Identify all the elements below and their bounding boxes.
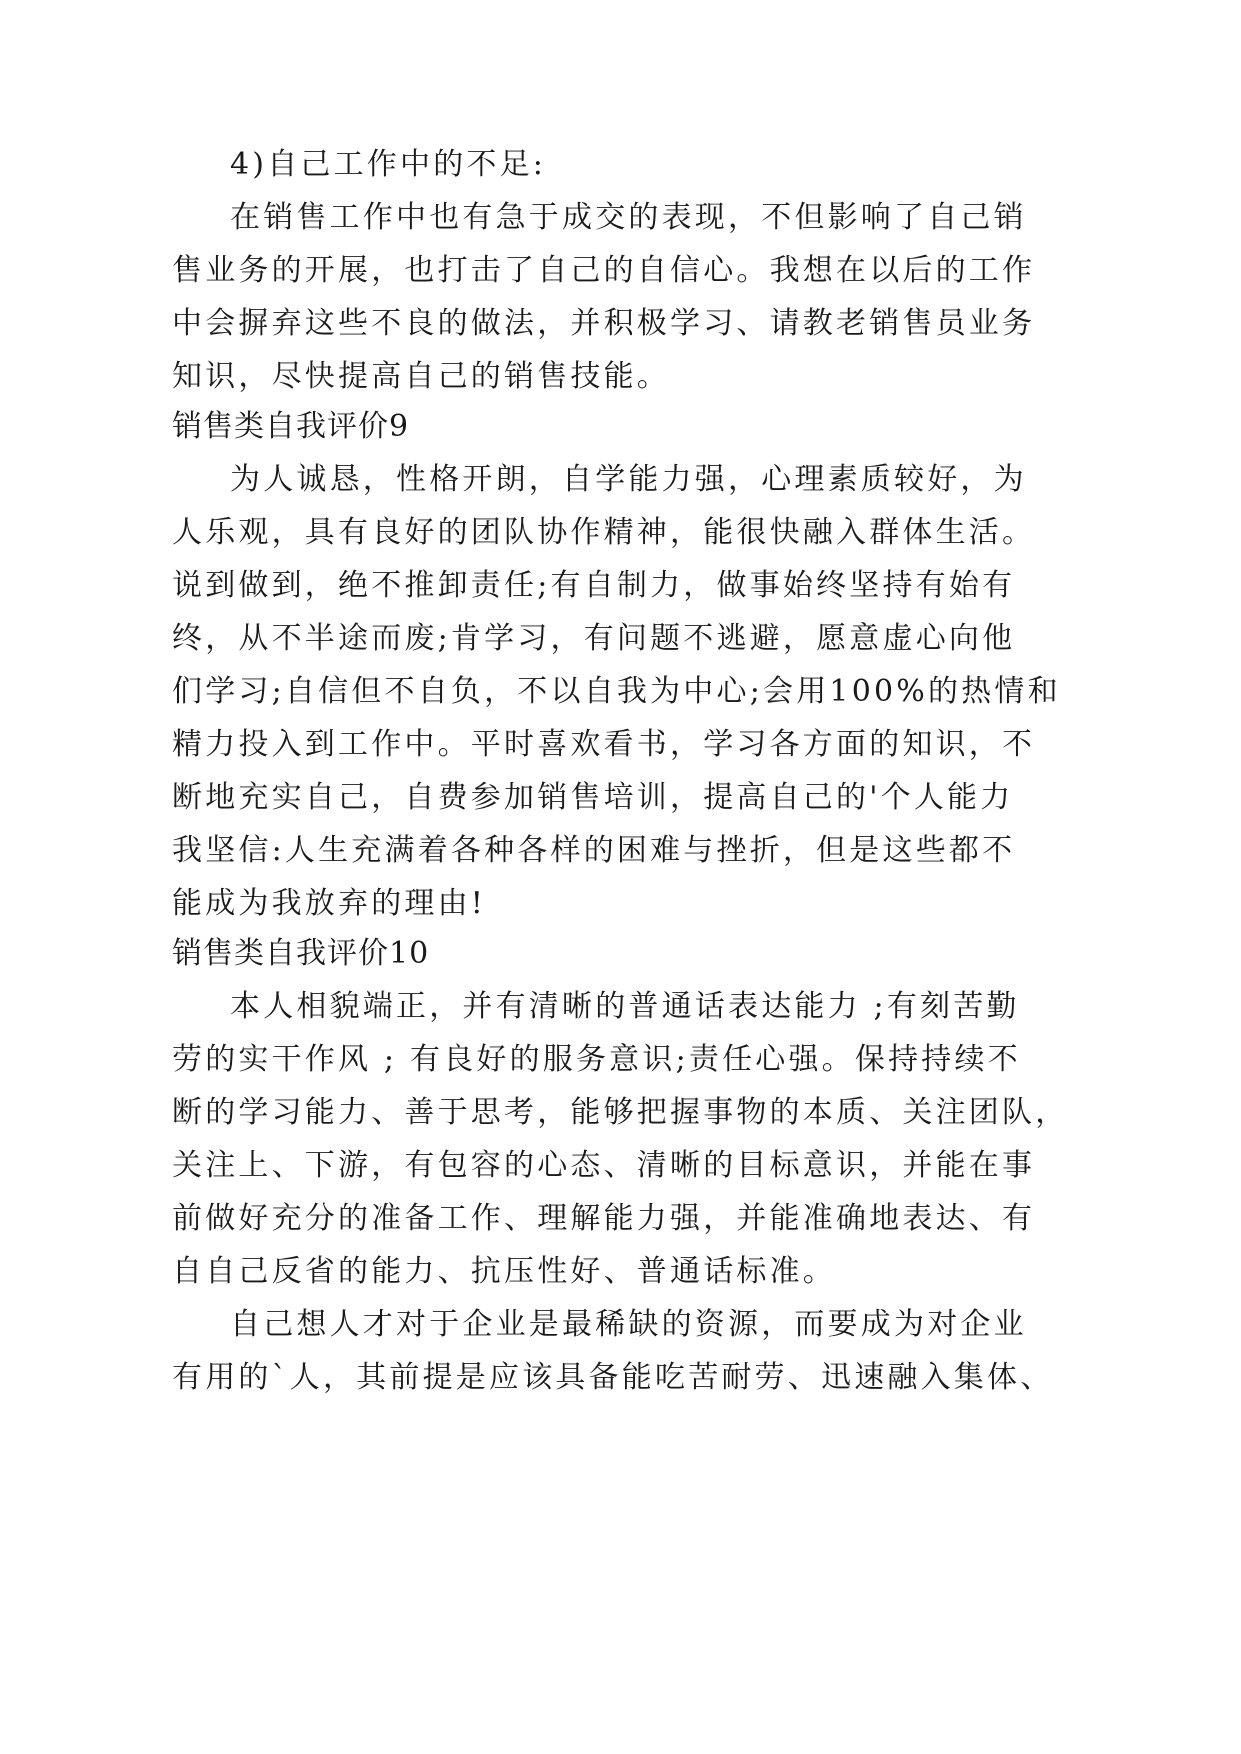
paragraph-line: 精力投入到工作中。平时喜欢看书，学习各方面的知识，不 bbox=[172, 727, 1036, 762]
paragraph-line: 4)自己工作中的不足: bbox=[230, 147, 547, 182]
paragraph-line: 本人相貌端正，并有清晰的普通话表达能力 ;有刻苦勤 bbox=[230, 989, 1020, 1024]
paragraph-line: 自己想人才对于企业是最稀缺的资源，而要成为对企业 bbox=[230, 1307, 1027, 1342]
section-heading: 销售类自我评价9 bbox=[172, 409, 410, 444]
paragraph-line: 中会摒弃这些不良的做法，并积极学习、请教老销售员业务 bbox=[172, 306, 1036, 341]
paragraph-line: 人乐观，具有良好的团队协作精神，能很快融入群体生活。 bbox=[172, 515, 1036, 550]
paragraph-line: 终，从不半途而废;肯学习，有问题不逃避，愿意虚心向他 bbox=[172, 621, 1016, 656]
paragraph-line: 们学习;自信但不自负，不以自我为中心;会用100%的热情和 bbox=[172, 674, 1061, 709]
paragraph-line: 售业务的开展，也打击了自己的自信心。我想在以后的工作 bbox=[172, 253, 1036, 288]
paragraph-line: 断地充实自己，自费参加销售培训，提高自己的'个人能力 bbox=[172, 780, 1014, 815]
paragraph-line: 说到做到，绝不推卸责任;有自制力，做事始终坚持有始有 bbox=[172, 568, 1016, 603]
paragraph-line: 前做好充分的准备工作、理解能力强，并能准确地表达、有 bbox=[172, 1201, 1036, 1236]
paragraph-line: 关注上、下游，有包容的心态、清晰的目标意识，并能在事 bbox=[172, 1148, 1036, 1183]
paragraph-line: 为人诚恳，性格开朗，自学能力强，心理素质较好，为 bbox=[230, 462, 1027, 497]
paragraph-line: 我坚信:人生充满着各种各样的困难与挫折，但是这些都不 bbox=[172, 833, 1016, 868]
paragraph-line: 断的学习能力、善于思考，能够把握事物的本质、关注团队， bbox=[172, 1095, 1069, 1130]
section-heading: 销售类自我评价10 bbox=[172, 936, 430, 971]
paragraph-line: 劳的实干作风 ; 有良好的服务意识;责任心强。保持持续不 bbox=[172, 1042, 1021, 1077]
paragraph-line: 自自己反省的能力、抗压性好、普通话标准。 bbox=[172, 1254, 836, 1289]
paragraph-line: 知识，尽快提高自己的销售技能。 bbox=[172, 359, 670, 394]
paragraph-line: 有用的`人，其前提是应该具备能吃苦耐劳、迅速融入集体、 bbox=[172, 1360, 1054, 1395]
paragraph-line: 能成为我放弃的理由! bbox=[172, 886, 487, 921]
paragraph-line: 在销售工作中也有急于成交的表现，不但影响了自己销 bbox=[230, 200, 1027, 235]
